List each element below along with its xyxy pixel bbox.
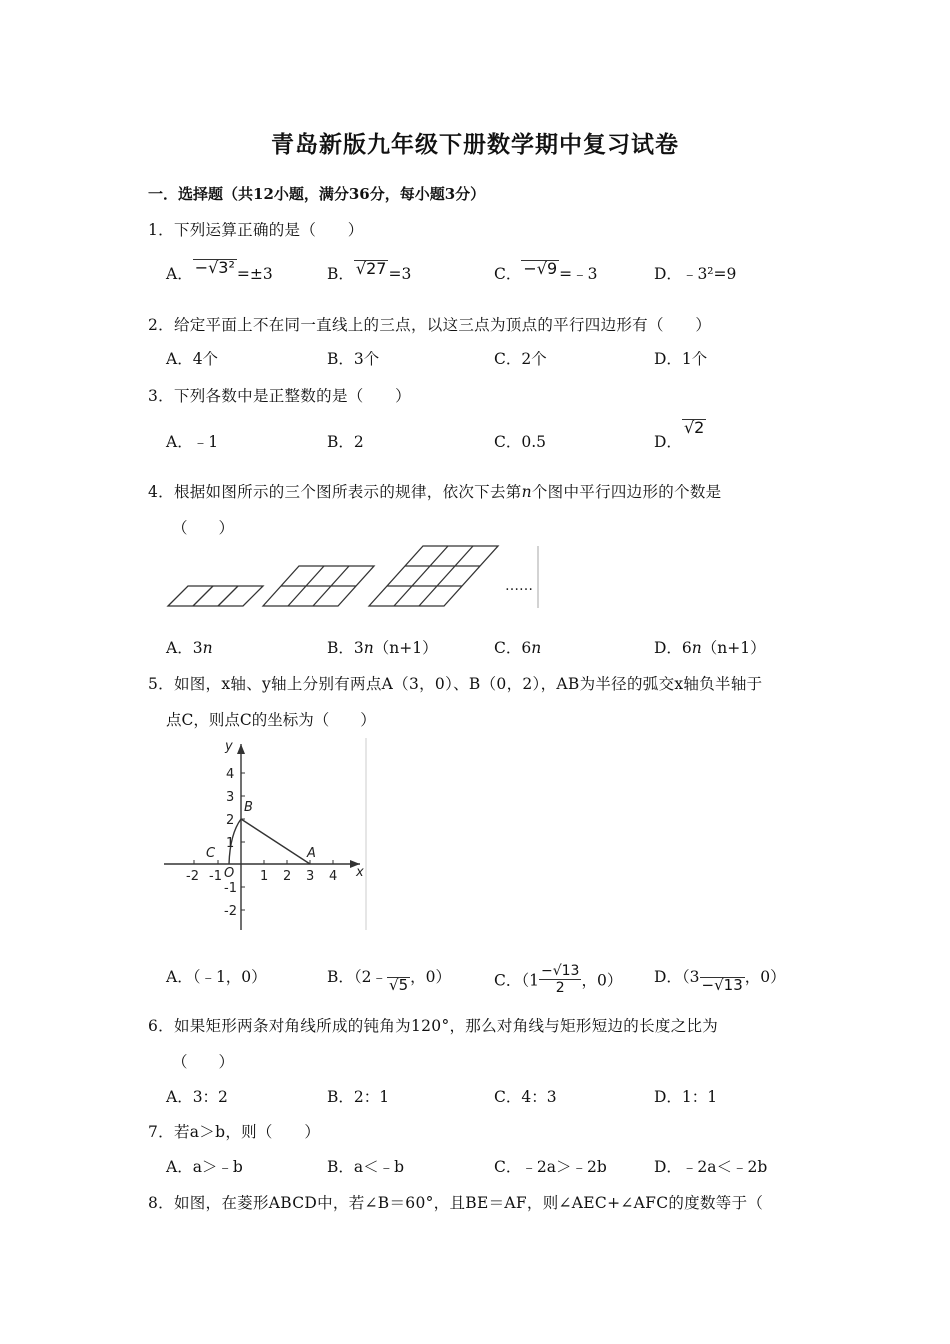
question-3-stem: 3．下列各数中是正整数的是（ ） — [148, 387, 411, 405]
x-tick-neg2: -2 — [186, 869, 199, 884]
q2-option-a[interactable]: A．4个 — [166, 350, 219, 368]
q3-option-c[interactable]: C．0.5 — [494, 433, 547, 451]
q5-option-b[interactable]: B．（2﹣ √5 ，0） — [327, 968, 451, 994]
q6-option-b[interactable]: B．2：1 — [327, 1088, 390, 1106]
q1-a-radical: −√3² — [194, 258, 235, 277]
question-2-stem: 2．给定平面上不在同一直线上的三点，以这三点为顶点的平行四边形有（ ） — [148, 316, 712, 334]
question-4-stem: 4．根据如图所示的三个图所表示的规律，依次下去第n个图中平行四边形的个数是 — [148, 483, 722, 501]
q6-option-d[interactable]: D．1：1 — [654, 1088, 718, 1106]
q7-option-b[interactable]: B．a＜﹣b — [327, 1158, 405, 1176]
section-heading: 一．选择题（共12小题，满分36分，每小题3分） — [148, 185, 486, 203]
q1-option-a[interactable]: A． −√3² =±3 — [166, 258, 273, 283]
y-tick-3: 3 — [226, 790, 235, 805]
q2-option-d[interactable]: D．1个 — [654, 350, 708, 368]
question-6-stem-cont: （ ） — [172, 1053, 235, 1071]
q7-option-a[interactable]: A．a＞﹣b — [166, 1158, 243, 1176]
y-axis-label: y — [225, 739, 233, 754]
y-axis-arrow — [237, 744, 245, 754]
y-tick-1: 1 — [226, 836, 235, 851]
q1-c-radical: −√9 — [523, 259, 558, 278]
q5-option-a[interactable]: A．（﹣1，0） — [166, 968, 267, 986]
x-axis-label: x — [356, 865, 364, 880]
pattern-figure-2 — [263, 566, 374, 606]
y-tick-neg2: -2 — [224, 904, 237, 919]
q6-option-a[interactable]: A．3：2 — [166, 1088, 228, 1106]
q1-option-d[interactable]: D．﹣3²=9 — [654, 265, 737, 283]
question-8-stem: 8．如图，在菱形ABCD中，若∠B＝60°，且BE＝AF，则∠AEC+∠AFC的度数等于（ — [148, 1194, 764, 1212]
pattern-figure-1 — [168, 586, 263, 606]
q1-option-c[interactable]: C． −√9 =﹣3 — [494, 259, 598, 283]
origin-label: O — [224, 866, 235, 881]
question-6-stem: 6．如果矩形两条对角线所成的钝角为120°，那么对角线与矩形短边的长度之比为 — [148, 1017, 719, 1035]
q5-option-d[interactable]: D．（3 −√13 ，0） — [654, 968, 786, 994]
question-4-stem-cont: （ ） — [172, 519, 235, 537]
q1-b-radical: √27 — [355, 259, 387, 278]
q7-option-d[interactable]: D．﹣2a＜﹣2b — [654, 1158, 768, 1176]
pattern-continuation-dots: …… — [505, 578, 533, 594]
coordinate-graph — [160, 736, 372, 932]
q2-option-b[interactable]: B．3个 — [327, 350, 380, 368]
point-a-label: A — [307, 846, 316, 861]
q5-b-radical: √5 — [389, 976, 409, 994]
pattern-figure-3 — [369, 546, 498, 606]
x-tick-neg1: -1 — [209, 869, 222, 884]
q5-option-c[interactable]: C．（1 $\frac{-√13}{2}$ ，0） — [494, 963, 623, 997]
question-7-stem: 7．若a＞b，则（ ） — [148, 1123, 321, 1141]
x-tick-3: 3 — [306, 869, 315, 884]
x-tick-2: 2 — [283, 869, 292, 884]
q3-option-b[interactable]: B．2 — [327, 433, 364, 451]
point-c-label: C — [206, 846, 216, 861]
q4-option-d[interactable]: D．6n（n+1） — [654, 639, 766, 657]
q7-option-c[interactable]: C．﹣2a＞﹣2b — [494, 1158, 607, 1176]
q5-c-fraction: $\frac{-√13}{2}$ — [540, 963, 580, 997]
q1-option-b[interactable]: B． √27 =3 — [327, 259, 412, 283]
q4-option-b[interactable]: B．3n（n+1） — [327, 639, 438, 657]
q3-d-radical: √2 — [683, 418, 705, 437]
parallelogram-pattern-figure — [160, 542, 544, 612]
page-title: 青岛新版九年级下册数学期中复习试卷 — [271, 131, 679, 158]
q4-option-a[interactable]: A．3n — [166, 639, 213, 657]
q6-option-c[interactable]: C．4：3 — [494, 1088, 557, 1106]
q3-option-a[interactable]: A．﹣1 — [166, 433, 219, 451]
y-tick-4: 4 — [226, 767, 235, 782]
question-5-stem: 5．如图，x轴、y轴上分别有两点A（3，0）、B（0，2），AB为半径的弧交x轴负半轴于 — [148, 675, 763, 693]
q5-d-radical: −√13 — [701, 976, 743, 994]
q3-option-d[interactable]: D．√2 — [654, 418, 705, 451]
q4-option-c[interactable]: C．6n — [494, 639, 542, 657]
y-tick-2: 2 — [226, 813, 235, 828]
y-tick-neg1: -1 — [224, 881, 237, 896]
x-tick-4: 4 — [329, 869, 338, 884]
question-1-stem: 1．下列运算正确的是（ ） — [148, 221, 364, 239]
segment-ab — [241, 819, 310, 864]
x-tick-1: 1 — [260, 869, 269, 884]
q2-option-c[interactable]: C．2个 — [494, 350, 547, 368]
point-b-label: B — [244, 800, 253, 815]
question-5-stem-cont: 点C，则点C的坐标为（ ） — [166, 711, 376, 729]
